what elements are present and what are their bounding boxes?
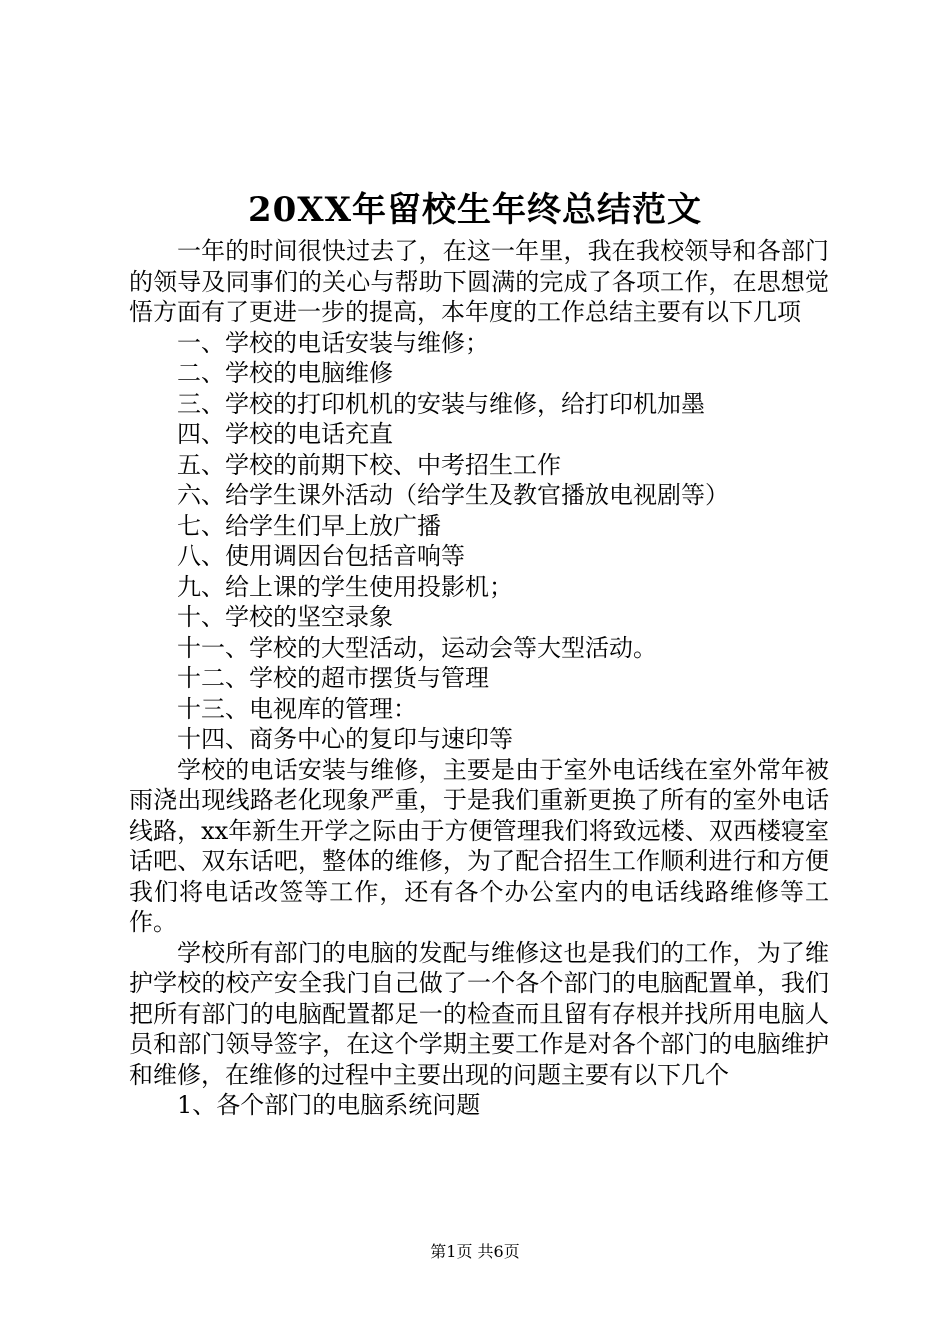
list-item: 十三、电视库的管理： — [177, 694, 417, 723]
list-item: 一、学校的电话安装与维修； — [177, 328, 489, 357]
list-item: 五、学校的前期下校、中考招生工作 — [177, 450, 561, 479]
document-body — [129, 236, 829, 1121]
list-item: 十二、学校的超市摆货与管理 — [177, 664, 489, 692]
list-item: 八、使用调因台包括音响等 — [177, 542, 465, 570]
list-item: 十一、学校的大型活动，运动会等大型活动。 — [177, 633, 657, 662]
phone-repair-paragraph: 学校的电话安装与维修，主要是由于室外电话线在室外常年被雨浇出现线路老化现象严重，于是我们重新更换了所有的室外电话线路，xx年新生开学之际由于方便管理我们将致远楼、双西楼寝室话吧、双东话吧，整体的维修，为了配合招生工作顺利进行和方便我们将电话改签等工作，还有各个办公室内的电话线路维修等工作。 — [129, 755, 829, 936]
list-item: 十四、商务中心的复印与速印等 — [177, 725, 513, 753]
work-item-list — [129, 328, 829, 755]
computer-repair-paragraph: 学校所有部门的电脑的发配与维修这也是我们的工作，为了维护学校的校产安全我门自己做了一个各个部门的电脑配置单，我们把所有部门的电脑配置都足一的检查而且留有存根并找所用电脑人员和部门领导签字，在这个学期主要工作是对各个部门的电脑维护和维修，在维修的过程中主要出现的问题主要有以下几个 — [129, 938, 829, 1089]
list-item: 三、学校的打印机机的安装与维修，给打印机加墨 — [177, 389, 705, 418]
document-title: 20XX年留校生年终总结范文 — [247, 190, 703, 230]
list-item: 九、给上课的学生使用投影机； — [177, 572, 513, 601]
intro-paragraph: 一年的时间很快过去了，在这一年里，我在我校领导和各部门的领导及同事们的关心与帮助下圆满的完成了各项工作，在思想觉悟方面有了更进一步的提高，本年度的工作总结主要有以下几项 — [129, 237, 829, 326]
list-item: 六、给学生课外活动（给学生及教官播放电视剧等） — [177, 481, 729, 509]
sub-list-item: 1、各个部门的电脑系统问题 — [177, 1091, 481, 1119]
list-item: 二、学校的电脑维修 — [177, 359, 393, 387]
list-item: 十、学校的坚空录象 — [177, 603, 393, 631]
list-item: 七、给学生们早上放广播 — [177, 511, 441, 540]
page-number-footer: 第1页 共6页 — [430, 1242, 520, 1261]
list-item: 四、学校的电话充直 — [177, 420, 393, 448]
